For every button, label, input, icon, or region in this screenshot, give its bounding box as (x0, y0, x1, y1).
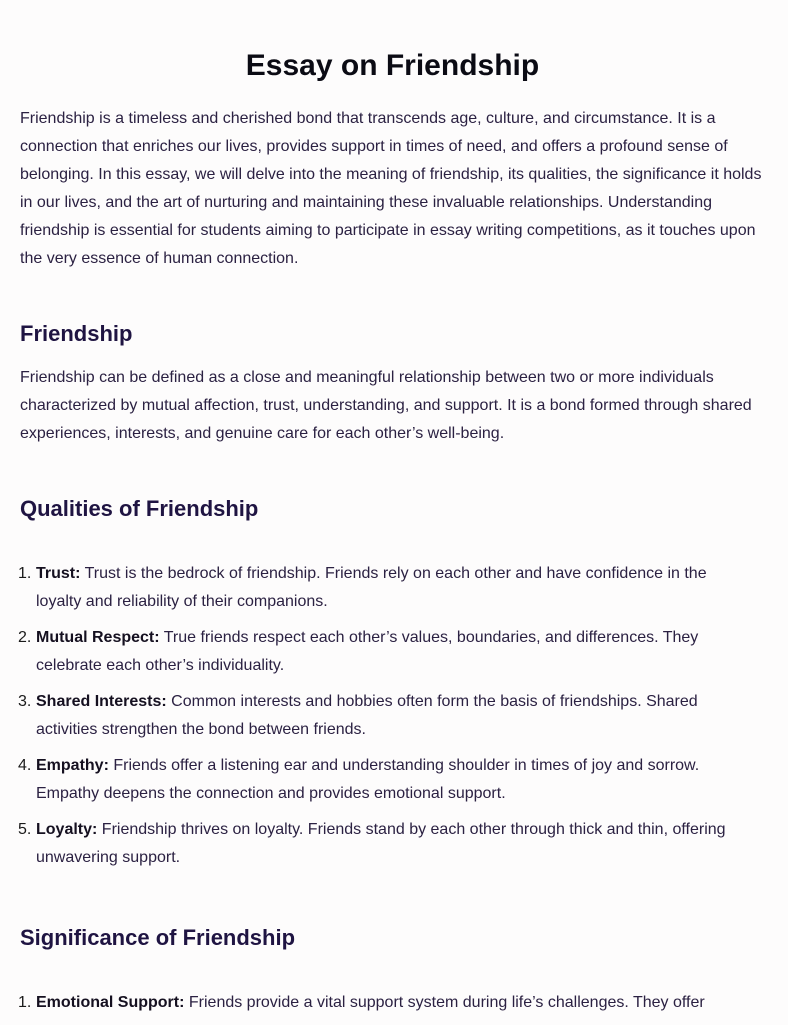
list-number: 1. (18, 994, 32, 1011)
list-item-term: Mutual Respect: (36, 629, 160, 646)
list-item-text: True friends respect each other’s values, boundaries, and differences. They celebrate each other’s individuality. (36, 629, 699, 674)
list-item (20, 624, 745, 680)
list-item-term: Loyalty: (36, 821, 98, 838)
list-item (20, 560, 745, 616)
list-item-text: Trust is the bedrock of friendship. Friends rely on each other and have confidence in the loyalty and reliability of their companions. (36, 565, 707, 610)
qualities-list (20, 560, 745, 880)
list-item (20, 688, 745, 744)
intro-paragraph: Friendship is a timeless and cherished bond that transcends age, culture, and circumstance. It is a connection that enriches our lives, provides support in times of need, and offers a profound sense of belonging. In this essay, we will delve into the meaning of friendship, its qualities, the significance it holds in our lives, and the art of nurturing and maintaining these invaluable relationships. Understanding friendship is essential for students aiming to participate in essay writing competitions, as it touches upon the very essence of human connection. (20, 110, 762, 267)
list-item (20, 752, 745, 808)
significance-list (20, 989, 765, 1025)
list-item-text: Friendship thrives on loyalty. Friends stand by each other through thick and thin, offering unwavering support. (36, 821, 726, 866)
list-item-text: Friends offer a listening ear and understanding shoulder in times of joy and sorrow. Empathy deepens the connection and provides emotional support. (36, 757, 700, 802)
section-heading-qualities: Qualities of Friendship (20, 496, 259, 521)
list-number: 2. (18, 629, 32, 646)
list-item-term: Shared Interests: (36, 693, 167, 710)
list-item-term: Empathy: (36, 757, 109, 774)
list-item-text: Friends provide a vital support system during life’s challenges. They offer (184, 994, 705, 1011)
list-item-term: Emotional Support: (36, 994, 185, 1011)
friendship-paragraph: Friendship can be defined as a close and meaningful relationship between two or more individuals characterized by mutual affection, trust, understanding, and support. It is a bond formed through shared experiences, interests, and genuine care for each other’s well-being. (20, 369, 752, 442)
list-item-term: Trust: (36, 565, 81, 582)
section-heading-friendship: Friendship (20, 321, 133, 346)
page-title: Essay on Friendship (245, 49, 540, 82)
list-item-text: Common interests and hobbies often form the basis of friendships. Shared activities strengthen the bond between friends. (36, 693, 698, 738)
list-number: 1. (18, 565, 32, 582)
list-number: 4. (18, 757, 32, 774)
list-item (20, 816, 745, 872)
list-number: 3. (18, 693, 32, 710)
list-number: 5. (18, 821, 32, 838)
section-heading-significance: Significance of Friendship (20, 925, 296, 950)
list-item (20, 989, 765, 1017)
